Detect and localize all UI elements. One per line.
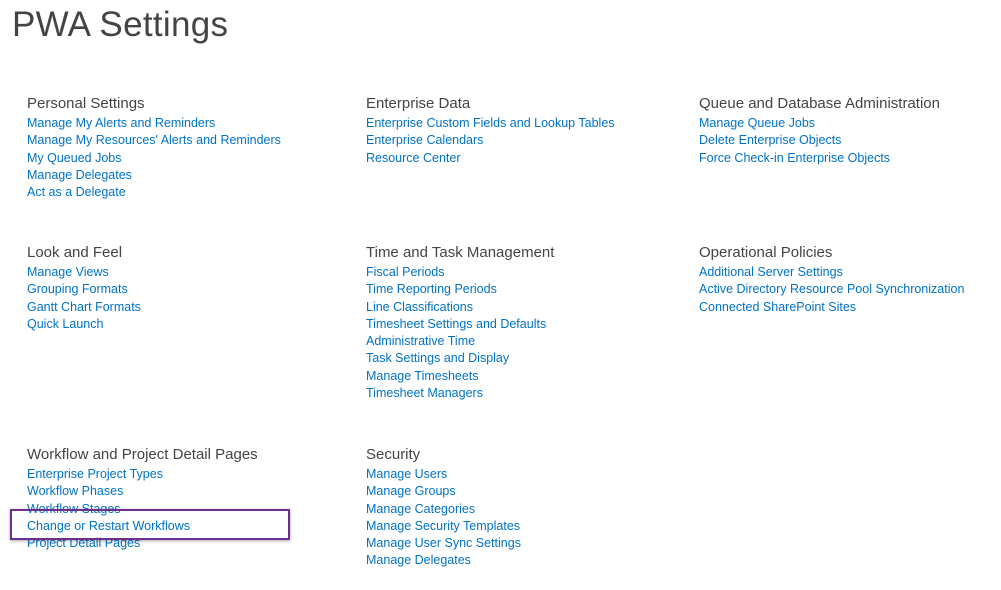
link-list <box>27 114 337 200</box>
link-project-detail-pages[interactable]: Project Detail Pages <box>27 536 141 551</box>
link-manage-resources-alerts[interactable]: Manage My Resources' Alerts and Reminders <box>27 133 281 148</box>
link-grouping-formats[interactable]: Grouping Formats <box>27 282 128 297</box>
link-manage-delegates-security[interactable]: Manage Delegates <box>366 553 471 568</box>
section-heading: Operational Policies <box>699 244 833 261</box>
link-gantt-chart-formats[interactable]: Gantt Chart Formats <box>27 299 141 314</box>
link-manage-views[interactable]: Manage Views <box>27 265 109 279</box>
link-ad-resource-pool-sync[interactable]: Active Directory Resource Pool Synchronization <box>699 282 965 297</box>
section-operational-policies <box>699 244 999 315</box>
link-list <box>366 114 676 166</box>
link-manage-timesheets[interactable]: Manage Timesheets <box>366 368 479 383</box>
link-list <box>366 263 676 401</box>
page-title: PWA Settings <box>12 5 229 44</box>
link-enterprise-project-types[interactable]: Enterprise Project Types <box>27 467 163 481</box>
section-personal-settings <box>27 95 337 200</box>
section-enterprise-data <box>366 95 676 166</box>
link-quick-launch[interactable]: Quick Launch <box>27 316 104 331</box>
link-list <box>366 465 676 569</box>
link-act-as-delegate[interactable]: Act as a Delegate <box>27 185 126 200</box>
link-time-reporting-periods[interactable]: Time Reporting Periods <box>366 282 497 297</box>
section-heading: Time and Task Management <box>366 244 555 261</box>
link-task-settings-display[interactable]: Task Settings and Display <box>366 351 510 366</box>
section-time-task-management <box>366 244 676 401</box>
link-line-classifications[interactable]: Line Classifications <box>366 299 473 314</box>
link-workflow-phases[interactable]: Workflow Phases <box>27 484 124 499</box>
link-timesheet-managers[interactable]: Timesheet Managers <box>366 386 483 401</box>
link-enterprise-custom-fields[interactable]: Enterprise Custom Fields and Lookup Tables <box>366 116 615 130</box>
link-force-check-in[interactable]: Force Check-in Enterprise Objects <box>699 150 891 165</box>
link-manage-queue-jobs[interactable]: Manage Queue Jobs <box>699 116 816 130</box>
link-manage-security-templates[interactable]: Manage Security Templates <box>366 518 521 533</box>
link-manage-my-alerts[interactable]: Manage My Alerts and Reminders <box>27 116 216 130</box>
section-look-and-feel <box>27 244 337 332</box>
link-workflow-stages[interactable]: Workflow Stages <box>27 501 121 516</box>
link-change-restart-workflows[interactable]: Change or Restart Workflows <box>27 518 191 533</box>
link-my-queued-jobs[interactable]: My Queued Jobs <box>27 150 122 165</box>
section-heading: Look and Feel <box>27 244 123 261</box>
link-administrative-time[interactable]: Administrative Time <box>366 334 476 349</box>
link-manage-user-sync-settings[interactable]: Manage User Sync Settings <box>366 536 521 551</box>
link-list <box>699 263 999 315</box>
section-heading: Queue and Database Administration <box>699 95 940 112</box>
link-additional-server-settings[interactable]: Additional Server Settings <box>699 265 843 279</box>
section-heading: Workflow and Project Detail Pages <box>27 446 258 463</box>
section-security <box>366 446 676 569</box>
link-resource-center[interactable]: Resource Center <box>366 150 461 165</box>
link-delete-enterprise-objects[interactable]: Delete Enterprise Objects <box>699 133 842 148</box>
link-manage-categories[interactable]: Manage Categories <box>366 501 476 516</box>
section-heading: Enterprise Data <box>366 95 471 112</box>
section-queue-database-admin <box>699 95 999 166</box>
link-list <box>699 114 999 166</box>
section-heading: Security <box>366 446 421 463</box>
link-timesheet-settings[interactable]: Timesheet Settings and Defaults <box>366 316 547 331</box>
link-manage-delegates[interactable]: Manage Delegates <box>27 167 132 182</box>
link-manage-users[interactable]: Manage Users <box>366 467 448 481</box>
link-list <box>27 465 337 551</box>
link-connected-sharepoint-sites[interactable]: Connected SharePoint Sites <box>699 299 857 314</box>
section-workflow-pdp <box>27 446 337 551</box>
link-fiscal-periods[interactable]: Fiscal Periods <box>366 265 445 279</box>
link-manage-groups[interactable]: Manage Groups <box>366 484 456 499</box>
link-list <box>27 263 337 332</box>
link-enterprise-calendars[interactable]: Enterprise Calendars <box>366 133 484 148</box>
section-heading: Personal Settings <box>27 95 145 112</box>
